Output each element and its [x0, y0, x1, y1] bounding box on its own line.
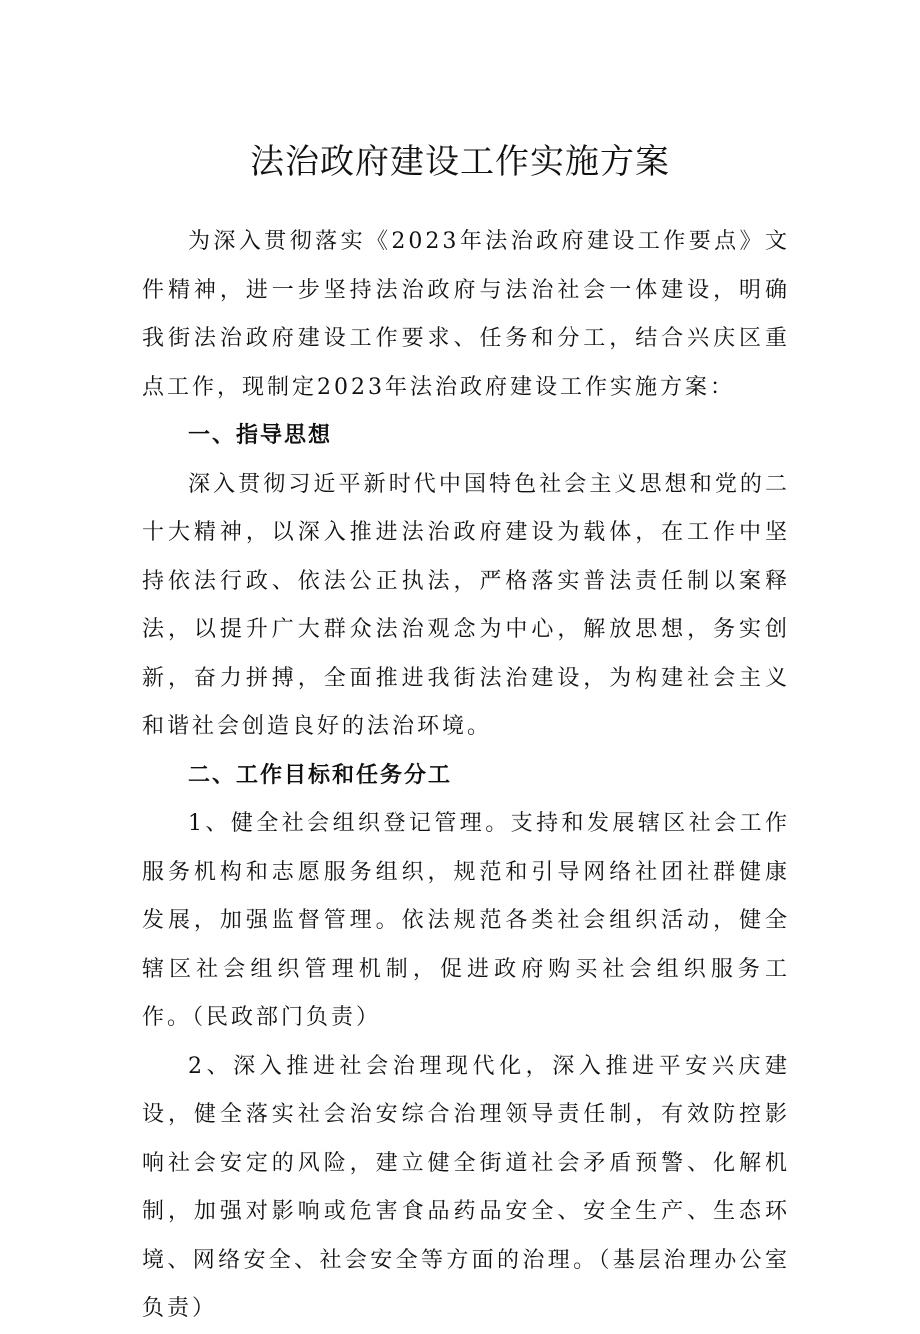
section-heading-guiding-ideology: 一、指导思想	[188, 423, 333, 448]
document-body	[142, 218, 790, 1334]
task-item-social-organizations: 1、健全社会组织登记管理。支持和发展辖区社会工作服务机构和志愿服务组织，规范和引导网络社团社群健康发展，加强监督管理。依法规范各类社会组织活动，健全辖区社会组织管理机制，促进政府购买社会组织服务工作。（民政部门负责）	[142, 811, 790, 1030]
guiding-ideology-paragraph: 深入贯彻习近平新时代中国特色社会主义思想和党的二十大精神，以深入推进法治政府建设为载体，在工作中坚持依法行政、依法公正执法，严格落实普法责任制以案释法，以提升广大群众法治观念为中心，解放思想，务实创新，奋力拼搏，全面推进我街法治建设，为构建社会主义和谐社会创造良好的法治环境。	[142, 471, 790, 739]
document-title: 法治政府建设工作实施方案	[250, 142, 670, 182]
task-item-social-governance: 2、深入推进社会治理现代化，深入推进平安兴庆建设，健全落实社会治安综合治理领导责任制，有效防控影响社会安定的风险，建立健全街道社会矛盾预警、化解机制，加强对影响或危害食品药品安全、安全生产、生态环境、网络安全、社会安全等方面的治理。（基层治理办公室负责）	[142, 1053, 790, 1321]
intro-paragraph: 为深入贯彻落实《2023年法治政府建设工作要点》文件精神，进一步坚持法治政府与法治社会一体建设，明确我街法治政府建设工作要求、任务和分工，结合兴庆区重点工作，现制定2023年法治政府建设工作实施方案：	[142, 229, 790, 400]
section-heading-goals-and-tasks: 二、工作目标和任务分工	[188, 762, 453, 788]
